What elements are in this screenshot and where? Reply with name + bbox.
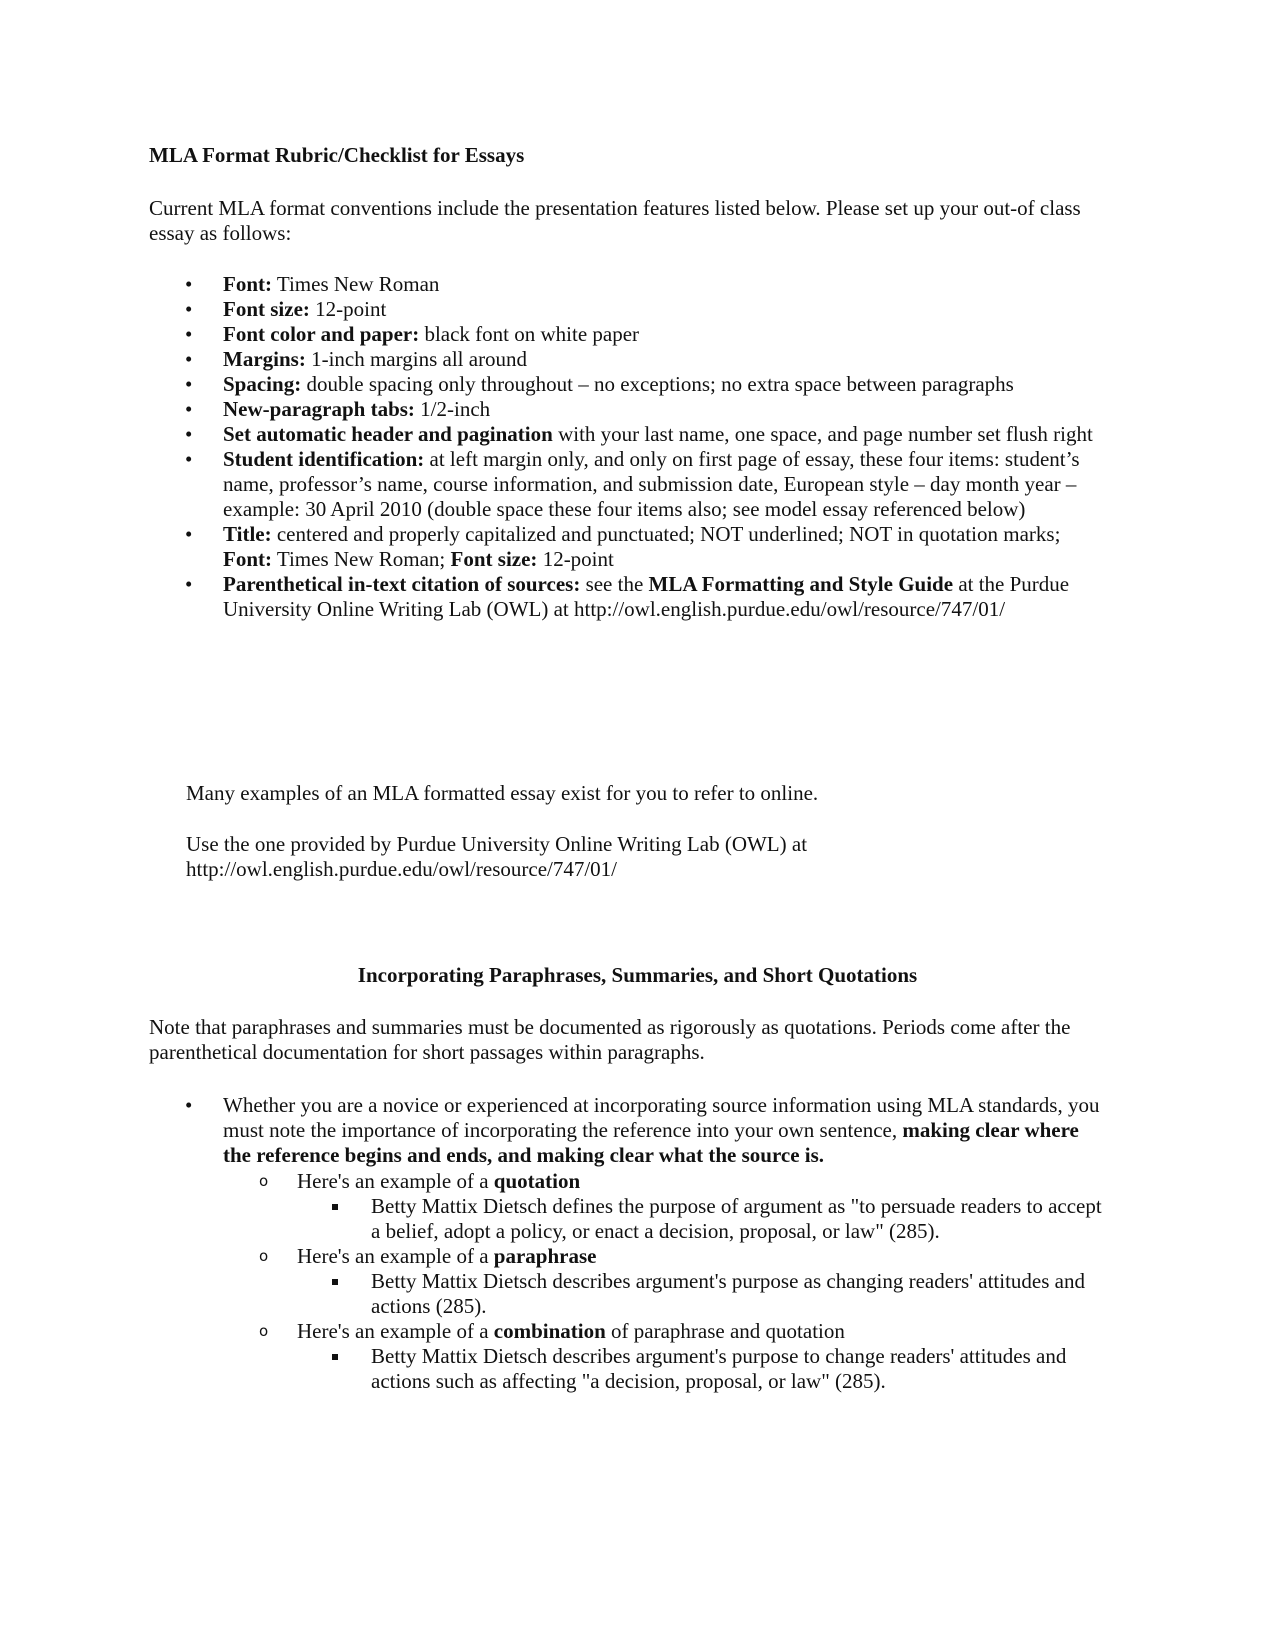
list-item <box>149 272 1109 297</box>
list-item <box>149 1244 1109 1269</box>
list-item <box>149 447 1109 522</box>
bullet-icon: • <box>185 522 193 546</box>
list-item <box>149 1319 1109 1344</box>
item-label: Margins: <box>223 347 306 371</box>
item-text: Times New Roman <box>272 272 440 296</box>
examples-paragraph: Many examples of an MLA formatted essay exist for you to refer to online. <box>186 781 819 805</box>
example-type: paraphrase <box>493 1244 597 1268</box>
circle-bullet-icon: o <box>259 1172 269 1190</box>
list-item <box>149 372 1109 397</box>
list-item <box>149 297 1109 322</box>
bullet-icon: • <box>185 347 193 371</box>
item-label: Font: <box>223 547 272 571</box>
note-paragraph: Note that paraphrases and summaries must be documented as rigorously as quotations. Periods come after the parenthetical documentation for short passages within paragraphs. <box>149 1015 1071 1064</box>
incorporating-list <box>149 1093 1109 1168</box>
section-heading: Incorporating Paraphrases, Summaries, and Short Quotations <box>357 963 918 987</box>
example-quotation <box>149 1169 1109 1244</box>
intro-paragraph: Current MLA format conventions include the presentation features listed below. Please set up your out-of class essay as follows: <box>149 196 1081 245</box>
list-item <box>149 522 1109 572</box>
example-text: Betty Mattix Dietsch defines the purpose of argument as "to persuade readers to accept a belief, adopt a policy, or enact a decision, proposal, or law" (285). <box>371 1194 1102 1243</box>
list-item <box>149 572 1109 622</box>
example-paraphrase <box>149 1244 1109 1319</box>
example-prefix: Here's an example of a <box>297 1169 494 1193</box>
circle-bullet-icon: o <box>259 1322 269 1340</box>
circle-bullet-icon: o <box>259 1247 269 1265</box>
item-label: Font color and paper: <box>223 322 420 346</box>
item-text: 1/2-inch <box>414 397 491 421</box>
square-bullet-icon <box>332 1279 338 1285</box>
square-bullet-icon <box>332 1354 338 1360</box>
bullet-icon: • <box>185 572 193 596</box>
bullet-icon: • <box>185 297 193 321</box>
bullet-icon: • <box>185 1093 193 1117</box>
bullet-icon: • <box>185 422 193 446</box>
list-item <box>149 1269 1109 1319</box>
item-text: black font on white paper <box>419 322 640 346</box>
item-label: Spacing: <box>223 372 302 396</box>
bullet-icon: • <box>185 272 193 296</box>
example-type: quotation <box>493 1169 581 1193</box>
item-label: Font size: <box>450 547 538 571</box>
bullet-icon: • <box>185 447 193 471</box>
item-text: at the Purdue University Online Writing Lab (OWL) at http://owl.english.purdue.edu/owl/resource/747/01/ <box>223 572 1070 621</box>
item-text: see the <box>580 572 649 596</box>
example-text: Betty Mattix Dietsch describes argument's purpose as changing readers' attitudes and actions (285). <box>371 1269 1085 1318</box>
example-text: Betty Mattix Dietsch describes argument's purpose to change readers' attitudes and actions such as affecting "a decision, proposal, or law" (285). <box>371 1344 1067 1393</box>
square-bullet-icon <box>332 1204 338 1210</box>
item-text: double spacing only throughout – no exceptions; no extra space between paragraphs <box>301 372 1014 396</box>
item-text: 1-inch margins all around <box>305 347 528 371</box>
item-label: New-paragraph tabs: <box>223 397 415 421</box>
example-type: combination <box>493 1319 606 1343</box>
list-item <box>149 347 1109 372</box>
list-item <box>149 397 1109 422</box>
item-label: Set automatic header and pagination <box>223 422 553 446</box>
item-label: Parenthetical in-text citation of sources: <box>223 572 581 596</box>
example-prefix: Here's an example of a <box>297 1319 494 1343</box>
item-label: Font: <box>223 272 272 296</box>
item-text: 12-point <box>309 297 387 321</box>
list-item <box>149 1344 1109 1394</box>
list-item <box>149 322 1109 347</box>
bullet-icon: • <box>185 397 193 421</box>
item-bold-text: making clear where the reference begins and ends, and making clear what the source is. <box>223 1118 1079 1167</box>
item-text: 12-point <box>537 547 614 571</box>
example-suffix: of paraphrase and quotation <box>605 1319 845 1343</box>
purdue-paragraph: Use the one provided by Purdue University Online Writing Lab (OWL) at http://owl.english.purdue.edu/owl/resource/747/01/ <box>186 832 808 881</box>
item-label: Font size: <box>223 297 310 321</box>
list-item <box>149 1169 1109 1194</box>
item-label: Title: <box>223 522 272 546</box>
bullet-icon: • <box>185 372 193 396</box>
example-prefix: Here's an example of a <box>297 1244 494 1268</box>
list-item <box>149 422 1109 447</box>
item-text: Whether you are a novice or experienced at incorporating source information using MLA standards, you must note the importance of incorporating the reference into your own sentence, <box>223 1093 1100 1142</box>
page-title: MLA Format Rubric/Checklist for Essays <box>149 143 525 167</box>
bullet-icon: • <box>185 322 193 346</box>
item-label: Student identification: <box>223 447 425 471</box>
item-label: MLA Formatting and Style Guide <box>648 572 954 596</box>
item-text: Times New Roman; <box>272 547 451 571</box>
list-item <box>149 1093 1109 1168</box>
list-item <box>149 1194 1109 1244</box>
example-combination <box>149 1319 1109 1394</box>
rubric-list <box>149 272 1109 622</box>
item-text: at left margin only, and only on first page of essay, these four items: student’s name, professor’s name, course information, and submission date, European style – day month year – example: 30 April 2010 (double space these four items also; see model essay referenced below) <box>223 447 1080 521</box>
item-text: centered and properly capitalized and punctuated; NOT underlined; NOT in quotation marks; <box>271 522 1061 546</box>
item-text: with your last name, one space, and page number set flush right <box>552 422 1093 446</box>
